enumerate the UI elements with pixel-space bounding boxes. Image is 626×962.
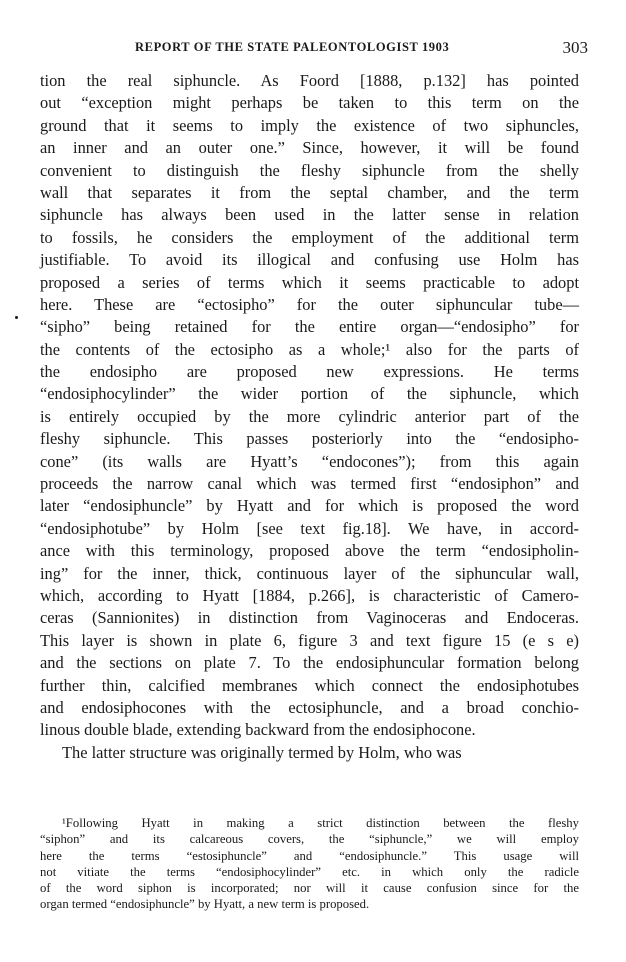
body-line: the contents of the ectosipho as a whole;¹ also for the parts of	[40, 339, 579, 359]
footnote-line: of the word siphon is incorporated; nor will it cause confusion since for the	[40, 881, 579, 896]
body-line: and endosiphocones with the ectosiphuncle, and a broad conchio-	[40, 697, 579, 717]
page-number: 303	[562, 38, 588, 57]
body-line: fleshy siphuncle. This passes posteriorly into the “endosipho-	[40, 429, 579, 449]
body-line: ceras (Sannionites) in distinction from Vaginoceras and Endoceras.	[40, 608, 579, 628]
body-line: ing” for the inner, thick, continuous layer of the siphuncular wall,	[40, 563, 579, 583]
body-line: an inner and an outer one.” Since, however, it will be found	[40, 138, 579, 158]
body-line: is entirely occupied by the more cylindric anterior part of the	[40, 406, 579, 426]
body-line: tion the real siphuncle. As Foord [1888, p.132] has pointed	[40, 71, 579, 90]
body-line: later “endosiphuncle” by Hyatt and for which is proposed the word	[40, 496, 579, 516]
body-line: to fossils, he considers the employment of the additional term	[40, 227, 579, 247]
body-line: and the sections on plate 7. To the endosiphuncular formation belong	[40, 653, 579, 673]
body-line: proposed a series of terms which it seems practicable to adopt	[40, 272, 579, 292]
body-line: proceeds the narrow canal which was termed first “endosiphon” and	[40, 474, 579, 494]
footnote-line: not vitiate the terms “endosiphocylinder” etc. in which only the radicle	[40, 864, 579, 879]
body-line: The latter structure was originally termed by Holm, who was	[62, 742, 462, 762]
body-line: linous double blade, extending backward from the endosiphocone.	[40, 720, 476, 740]
body-line: ance with this terminology, proposed above the term “endosipholin-	[40, 541, 579, 561]
body-line: siphuncle has always been used in the latter sense in relation	[40, 205, 579, 225]
body-line: here. These are “ectosipho” for the outer siphuncular tube—	[40, 294, 579, 314]
body-line: justifiable. To avoid its illogical and confusing use Holm has	[40, 250, 579, 270]
footnote-line: ¹Following Hyatt in making a strict distinction between the fleshy	[62, 816, 579, 830]
body-line: “endosiphocylinder” the wider portion of the siphuncle, which	[40, 384, 579, 404]
body-line: the endosipho are proposed new expressions. He terms	[40, 362, 579, 382]
body-line: “sipho” being retained for the entire organ—“endosipho” for	[40, 317, 579, 337]
margin-dot-mark	[15, 316, 18, 319]
running-header	[40, 38, 588, 60]
body-line: This layer is shown in plate 6, figure 3 and text figure 15 (e s e)	[40, 630, 579, 650]
body-line: convenient to distinguish the fleshy siphuncle from the shelly	[40, 160, 579, 180]
body-line: which, according to Hyatt [1884, p.266], is characteristic of Camero-	[40, 585, 579, 605]
footnote-line: here the terms “estosiphuncle” and “endosiphuncle.” This usage will	[40, 848, 579, 863]
body-line: out “exception might perhaps be taken to this term on the	[40, 93, 579, 113]
body-line: wall that separates it from the septal chamber, and the term	[40, 182, 579, 202]
footnote-line: organ termed “endosiphuncle” by Hyatt, a new term is proposed.	[40, 897, 370, 912]
footnote-line: “siphon” and its calcareous covers, the “siphuncle,” we will employ	[40, 832, 579, 847]
body-line: further thin, calcified membranes which connect the endosiphotubes	[40, 675, 579, 695]
footnotes	[40, 815, 579, 913]
body-line: ground that it seems to imply the existence of two siphuncles,	[40, 115, 579, 135]
body-text	[40, 70, 579, 764]
body-line: “endosiphotube” by Holm [see text fig.18]. We have, in accord-	[40, 518, 579, 538]
running-title: REPORT OF THE STATE PALEONTOLOGIST 1903	[135, 40, 450, 54]
body-line: cone” (its walls are Hyatt’s “endocones”); from this again	[40, 451, 579, 471]
